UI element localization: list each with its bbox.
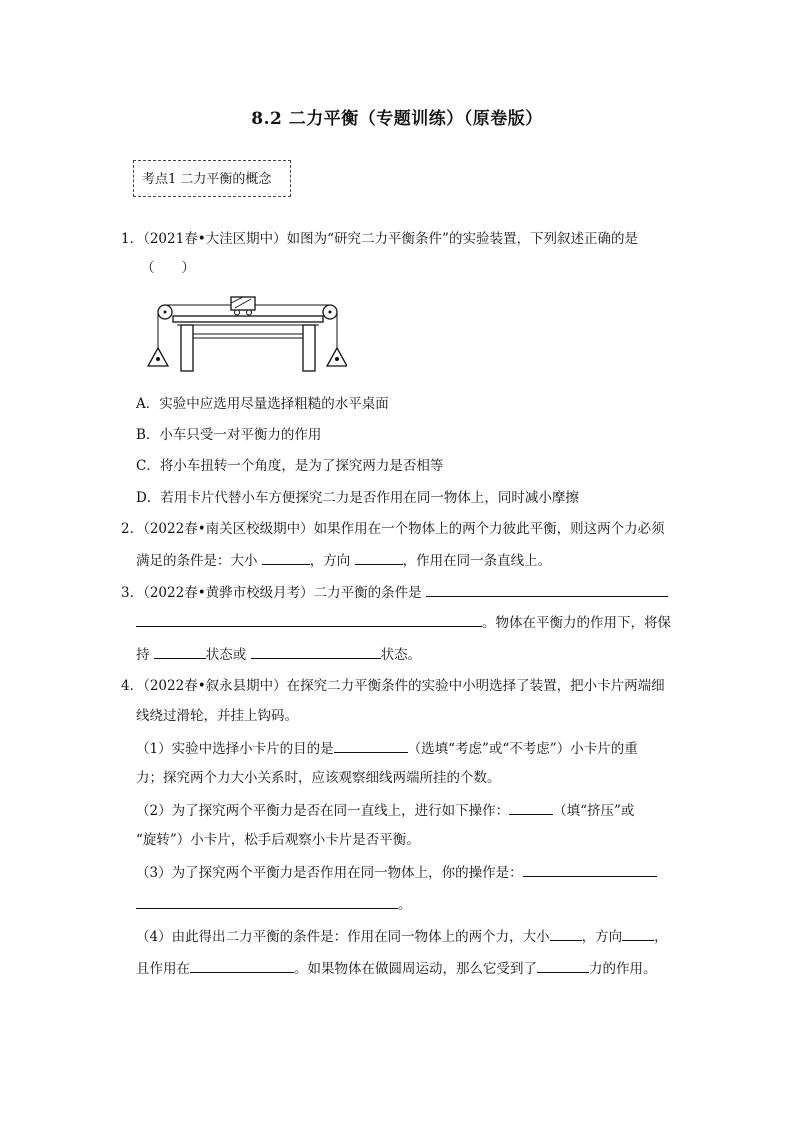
q1-option-c: C．将小车扭转一个角度，是为了探究两力是否相等 <box>136 458 444 474</box>
topic-label-box: 考点1 二力平衡的概念 <box>133 160 291 197</box>
q1-option-d: D．若用卡片代替小车方便探究二力是否作用在同一物体上，同时减小摩擦 <box>136 490 579 506</box>
q4-part-3: （3）为了探究两个平衡力是否作用在同一物体上，你的操作是： <box>136 862 657 883</box>
table-top <box>173 316 323 322</box>
answer-blank[interactable] <box>154 644 206 659</box>
answer-blank[interactable] <box>190 958 294 973</box>
answer-blank[interactable] <box>136 894 398 909</box>
q4-line-1: 4．（2022春•叙永县期中）在探究二力平衡条件的实验中小明选择了装置，把小卡片两端细 <box>121 678 665 694</box>
q4-line-2: 线绕过滑轮，并挂上钩码。 <box>136 708 298 724</box>
table-leg-right <box>303 325 315 371</box>
q3-line-2: 。物体在平衡力的作用下，将保 <box>136 612 671 633</box>
q1-stem: 1．（2021春•大洼区期中）如图为“研究二力平衡条件”的实验装置，下列叙述正确的是 <box>121 231 638 247</box>
table-leg-left <box>181 325 193 371</box>
q4-part-1-cont: 力；探究两个力大小关系时，应该观察细线两端所挂的个数。 <box>136 770 501 786</box>
q2-line-2: 满足的条件是：大小 ，方向 ，作用在同一条直线上。 <box>136 550 551 571</box>
q4-part-2-cont: “旋转”）小卡片，松手后观察小卡片是否平衡。 <box>136 832 420 848</box>
q1-option-a: A．实验中应选用尽量选择粗糙的水平桌面 <box>136 396 389 412</box>
answer-blank[interactable] <box>523 862 657 877</box>
answer-blank[interactable] <box>262 550 310 565</box>
answer-blank[interactable] <box>622 926 654 941</box>
cart-wheel <box>235 310 240 315</box>
q4-part-2: （2）为了探究两个平衡力是否在同一直线上，进行如下操作： （填“挤压”或 <box>136 800 634 821</box>
q4-part-1: （1）实验中选择小卡片的目的是 （选填“考虑”或“不考虑”）小卡片的重 <box>136 738 638 759</box>
cart-wheel <box>247 310 252 315</box>
answer-blank[interactable] <box>251 644 381 659</box>
q4-part-4-cont: 且作用在 。如果物体在做圆周运动，那么它受到了 力的作用。 <box>136 958 657 979</box>
q4-part-3-cont: 。 <box>136 894 412 915</box>
experiment-apparatus-figure <box>147 290 347 372</box>
answer-blank[interactable] <box>334 738 408 753</box>
q4-part-4: （4）由此得出二力平衡的条件是：作用在同一物体上的两个力，大小 ，方向 ， <box>136 926 668 947</box>
q1-answer-paren: （ ） <box>141 260 195 276</box>
page-title: 8.2 二力平衡（专题训练）（原卷版） <box>251 109 543 129</box>
answer-blank[interactable] <box>537 958 589 973</box>
answer-blank[interactable] <box>426 582 668 597</box>
answer-blank[interactable] <box>550 926 582 941</box>
answer-blank[interactable] <box>136 612 482 627</box>
q3-line-3: 持 状态或 状态。 <box>136 644 421 665</box>
q1-option-b: B．小车只受一对平衡力的作用 <box>136 427 322 443</box>
q2-line-1: 2．（2022春•南关区校级期中）如果作用在一个物体上的两个力彼此平衡，则这两个力必须 <box>121 521 665 537</box>
answer-blank[interactable] <box>509 800 553 815</box>
q3-line-1: 3．（2022春•黄骅市校级月考）二力平衡的条件是 <box>121 582 668 603</box>
answer-blank[interactable] <box>355 550 403 565</box>
